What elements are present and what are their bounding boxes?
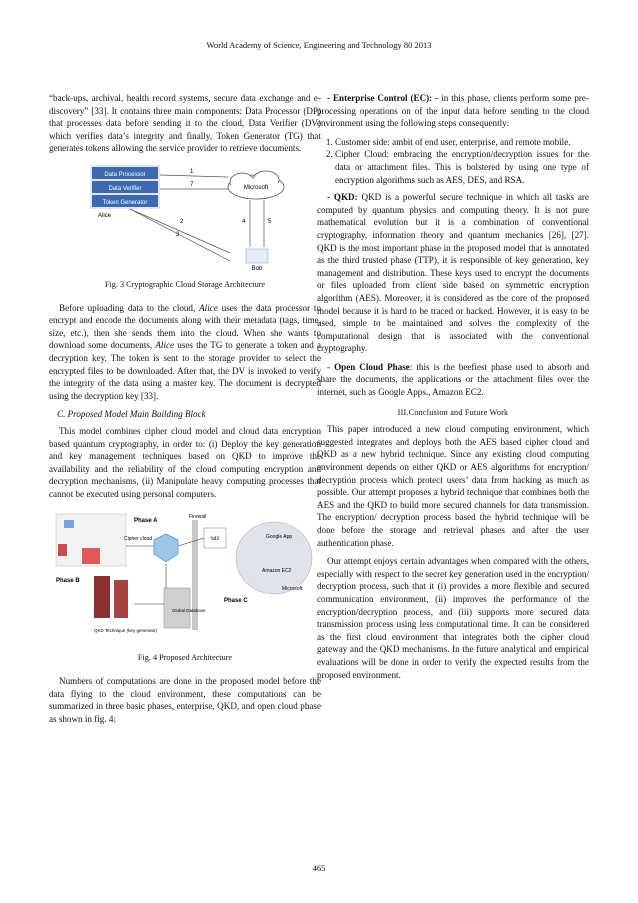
paragraph: “back-ups, archival, health record systems, secure data exchange and e-discovery” [33]. It contains three main components: Data Processor (DP) that processes data before sending it to the cloud, Data Verifier (DV) which verifies data’s integrity and finally, Token Generator (TG) that generates tokens allowing the service provider to retrieve documents. <box>49 93 321 154</box>
firewall-label: Firewall <box>189 514 207 521</box>
arrow-label: 3 <box>176 231 180 238</box>
data-processor-label: Data Processor <box>104 171 146 178</box>
paragraph: This paper introduced a new cloud computing environment, which suggested integrates and deploys both the AES based cipher cloud and QKD as a new hybrid technique. Since any existing cloud computing environment depends on either QKD or AES algorithms for encryption/ decryption process which protect users’ data from hacking as much as possible. Our attempt proposes a hybrid technique that combines both the AES and the QKD to build more secured channels for data transmission. The encryption/ decryption process based the hybrid technique will be done before the storage and retrieval phases and after the user authentication phase. <box>317 424 589 548</box>
microsoft-label: Microsoft <box>282 586 303 593</box>
running-header: World Academy of Science, Engineering and Technology 80 2013 <box>206 40 432 50</box>
qkd-server-icon <box>114 580 128 618</box>
cipher-cloud-label: Cipher cloud <box>124 536 153 543</box>
figure-4-diagram <box>54 508 316 646</box>
paragraph: - Open Cloud Phase: this is the beefiest phase used to absorb and share the documents, the applications or the attachment files over the internet, such as Google Apps., Amazon EC2. <box>317 361 589 398</box>
paragraph: - QKD: QKD is a powerful secure technique in which all tasks are computed by quantum physics and computing theory. It is not pure mathematical evolution but it is a combination of conventional cryptography, information theory and quantum mechanics [26], [27]. QKD is the most important phase in the proposed model that is annotated as the third trusted phase (TTP), it is responsible of key generation, key management and distribution. These keys used to encrypt the documents or files uploaded from client side based on symmetric encryption algorithm (AES). Moreover, it is considered as the core of the proposed model because it is hard to be traced or hacked. However, it is easy to be used, simple to be maintained and solves the complexity of the computational design that is associated with the conventional cryptography. <box>317 192 589 354</box>
figure-4-caption: Fig. 4 Proposed Architecture <box>137 653 233 663</box>
global-db-label: Global Database <box>172 608 206 614</box>
right-column <box>317 92 589 687</box>
steps-list <box>317 136 589 186</box>
key-text: %d2 <box>210 536 220 543</box>
phase-b-label: Phase B <box>56 578 80 585</box>
list-item: 1. Customer side: ambit of end user, enterprise, and remote mobile. <box>335 136 589 149</box>
phase-a-label: Phase A <box>134 518 158 525</box>
figure-3-caption: Fig. 3 Cryptographic Cloud Storage Architecture <box>104 279 266 289</box>
arrow-label: 7 <box>190 181 194 188</box>
paragraph: Before uploading data to the cloud, Alice uses the data processor to encrypt and encode the documents along with their metadata (tags, time, size, etc.), then she sends them into the cloud. When she wants to download some documents, Alice uses the TG to generate a token and a decryption key. The token is sent to the storage provider to select the encrypted files to be downloaded. After that, the DV is invoked to verify the integrity of the data using a master key. The document is decrypted using the decryption key [33]. <box>49 302 321 401</box>
alice-label: Alice <box>98 212 112 219</box>
left-column <box>49 92 321 731</box>
arrow-label: 4 <box>242 218 246 225</box>
arrow-label: 1 <box>190 168 194 175</box>
section-heading: III.Conclusion and Future Work <box>397 407 509 417</box>
paragraph: Our attempt enjoys certain advantages when compared with the others, especially with respect to the secret key generation used in the encryption/ decryption process, such that it (i) provides a more flexible and secured communication environment, (ii) improves the performance of the encryption/decryption process, and (iii) supports more secured data transmission process using less computational time. It can be considered as the first cloud environment that integrates both the cipher cloud gateway and the QKD mechanisms. In the future analytical and empirical evaluations will be done in order to verify the expected results from the proposed environment. <box>317 556 589 680</box>
paragraph: - Enterprise Control (EC): - in this phase, clients perform some pre-processing operations on of the input data before sending to the cloud environment using the following steps consequently: <box>317 93 590 129</box>
bob-computer-icon <box>246 249 268 263</box>
qkd-server-icon <box>94 576 110 618</box>
data-verifier-label: Data Verifier <box>108 185 142 192</box>
google-app-label: Google App <box>266 534 293 541</box>
qkd-label: QKD Technique (key generator) <box>94 628 158 634</box>
key-share-icon <box>82 548 100 564</box>
cloud-label: Microsoft <box>243 184 269 191</box>
firewall-wall <box>192 520 198 630</box>
paragraph: Numbers of computations are done in the proposed model before the data flying to the cloud environment, these computations can be summarized in three basic phases, enterprise, QKD, and open cloud phase as shown in fig. 4: <box>49 676 321 724</box>
mobile-icon <box>58 544 67 556</box>
subsection-heading: C. Proposed Model Main Building Block <box>57 409 206 420</box>
figure-3-diagram <box>70 163 300 273</box>
bob-label: Bob <box>251 265 263 272</box>
amazon-label: Amazon EC2 <box>262 568 292 575</box>
token-generator-label: Token Generator <box>102 199 148 206</box>
paragraph: This model combines cipher cloud model and cloud data encryption based quantum cryptography, in order to: (i) Deploy the key generation and key management techniques based on QKD to improve the availability and the reliability of the cloud computing encryption and decryption mechanisms, (ii) Manipulate heavy computing processes that cannot be executed using personal computers. <box>49 425 321 499</box>
arrow-label: 2 <box>180 218 184 225</box>
page-number: 465 <box>312 863 326 873</box>
cloud-icon <box>236 522 312 594</box>
client-pc-icon <box>64 520 74 528</box>
list-item: 2. Cipher Cloud: embracing the encryption/decryption issues for the data or attachment files. This is bolstered by using one type of encryption algorithms such as AES, DES, and RSA. <box>335 148 589 186</box>
phase-c-label: Phase C <box>224 598 248 605</box>
arrow-label: 5 <box>268 218 272 225</box>
